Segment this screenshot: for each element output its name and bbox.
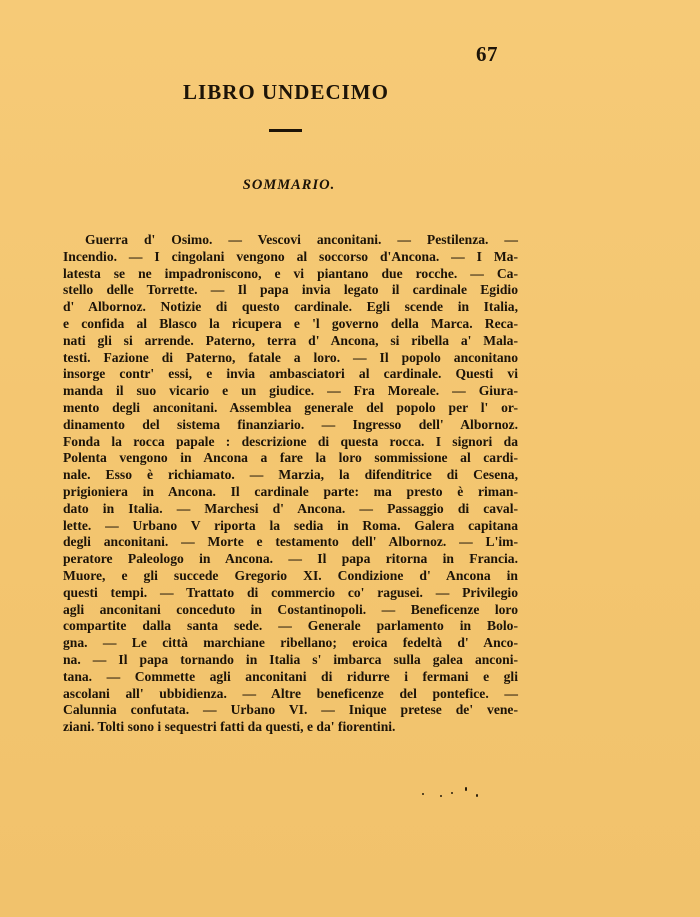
summary-line: lette. — Urbano V riporta la sedia in Roma. Galera capitana: [63, 517, 518, 533]
summary-line: stello delle Torrette. — Il papa invia legato il cardinale Egidio: [63, 282, 518, 298]
summary-line: Polenta vengono in Ancona a fare la loro sommissione al cardi-: [63, 450, 518, 466]
summary-line: questi tempi. — Trattato di commercio co' ragusei. — Privilegio: [63, 584, 518, 600]
summary-line: testi. Fazione di Paterno, fatale a loro. — Il popolo anconitano: [63, 349, 518, 365]
summary-line: nale. Esso è richiamato. — Marzia, la difenditrice di Cesena,: [63, 467, 518, 483]
summary-line: compartite dalla santa sede. — Generale parlamento in Bolo-: [63, 618, 518, 634]
summary-line: nati gli si arrende. Paterno, terra d' Ancona, si ribella a' Mala-: [63, 332, 518, 348]
summary-line: ascolani all' ubbidienza. — Altre beneficenze del pontefice. —: [63, 685, 518, 701]
summary-line: insorge contr' essi, e invia ambasciatori al cardinale. Questi vi: [63, 366, 518, 382]
title-divider: [269, 129, 302, 132]
summary-line: na. — Il papa tornando in Italia s' imbarca sulla galea anconi-: [63, 651, 518, 667]
summary-paragraph: [63, 232, 518, 736]
summary-line: Calunnia confutata. — Urbano VI. — Inique pretese de' vene-: [63, 702, 518, 718]
summary-line: dato in Italia. — Marchesi d' Ancona. — Passaggio di caval-: [63, 500, 518, 516]
summary-line: degli anconitani. — Morte e testamento dell' Albornoz. — L'im-: [63, 534, 518, 550]
summary-line: gna. — Le città marchiane ribellano; eroica fedeltà d' Anco-: [63, 635, 518, 651]
page-number: 67: [476, 42, 498, 66]
chapter-title: LIBRO UNDECIMO: [183, 80, 389, 104]
summary-line: dinamento del sistema finanziario. — Ingresso dell' Albornoz.: [63, 416, 518, 432]
speck-mark: [476, 794, 478, 797]
summary-line: d' Albornoz. Notizie di questo cardinale. Egli scende in Italia,: [63, 299, 518, 315]
summary-line: Muore, e gli succede Gregorio XI. Condizione d' Ancona in: [63, 567, 518, 583]
summary-line: Guerra d' Osimo. — Vescovi anconitani. — Pestilenza. —: [85, 232, 518, 247]
summary-line: manda il suo vicario e un giudice. — Fra Moreale. — Giura-: [63, 383, 518, 399]
speck-mark: [451, 792, 453, 794]
summary-line: Fonda la rocca papale : descrizione di questa rocca. I signori da: [63, 433, 518, 449]
speck-mark: [440, 795, 442, 797]
summary-line: e confida al Blasco la ricupera e 'l governo della Marca. Reca-: [63, 315, 518, 331]
summary-line: mento degli anconitani. Assemblea generale del popolo per l' or-: [63, 399, 518, 415]
paper-specks: [418, 786, 488, 800]
speck-mark: [422, 793, 424, 795]
summary-line: peratore Paleologo in Ancona. — Il papa ritorna in Francia.: [63, 551, 518, 567]
summary-line: ziani. Tolti sono i sequestri fatti da questi, e da' fiorentini.: [63, 719, 396, 735]
summary-heading: SOMMARIO.: [242, 177, 336, 193]
speck-mark: [465, 787, 467, 791]
summary-line: tana. — Commette agli anconitani di ridurre i fermani e gli: [63, 668, 518, 684]
summary-line: agli anconitani conceduto in Costantinopoli. — Beneficenze loro: [63, 601, 518, 617]
summary-line: Incendio. — I cingolani vengono al soccorso d'Ancona. — I Ma-: [63, 248, 518, 264]
summary-line: latesta se ne impadroniscono, e vi piantano due rocche. — Ca-: [63, 265, 518, 281]
summary-line: prigioniera in Ancona. Il cardinale parte: ma presto è riman-: [63, 483, 518, 499]
